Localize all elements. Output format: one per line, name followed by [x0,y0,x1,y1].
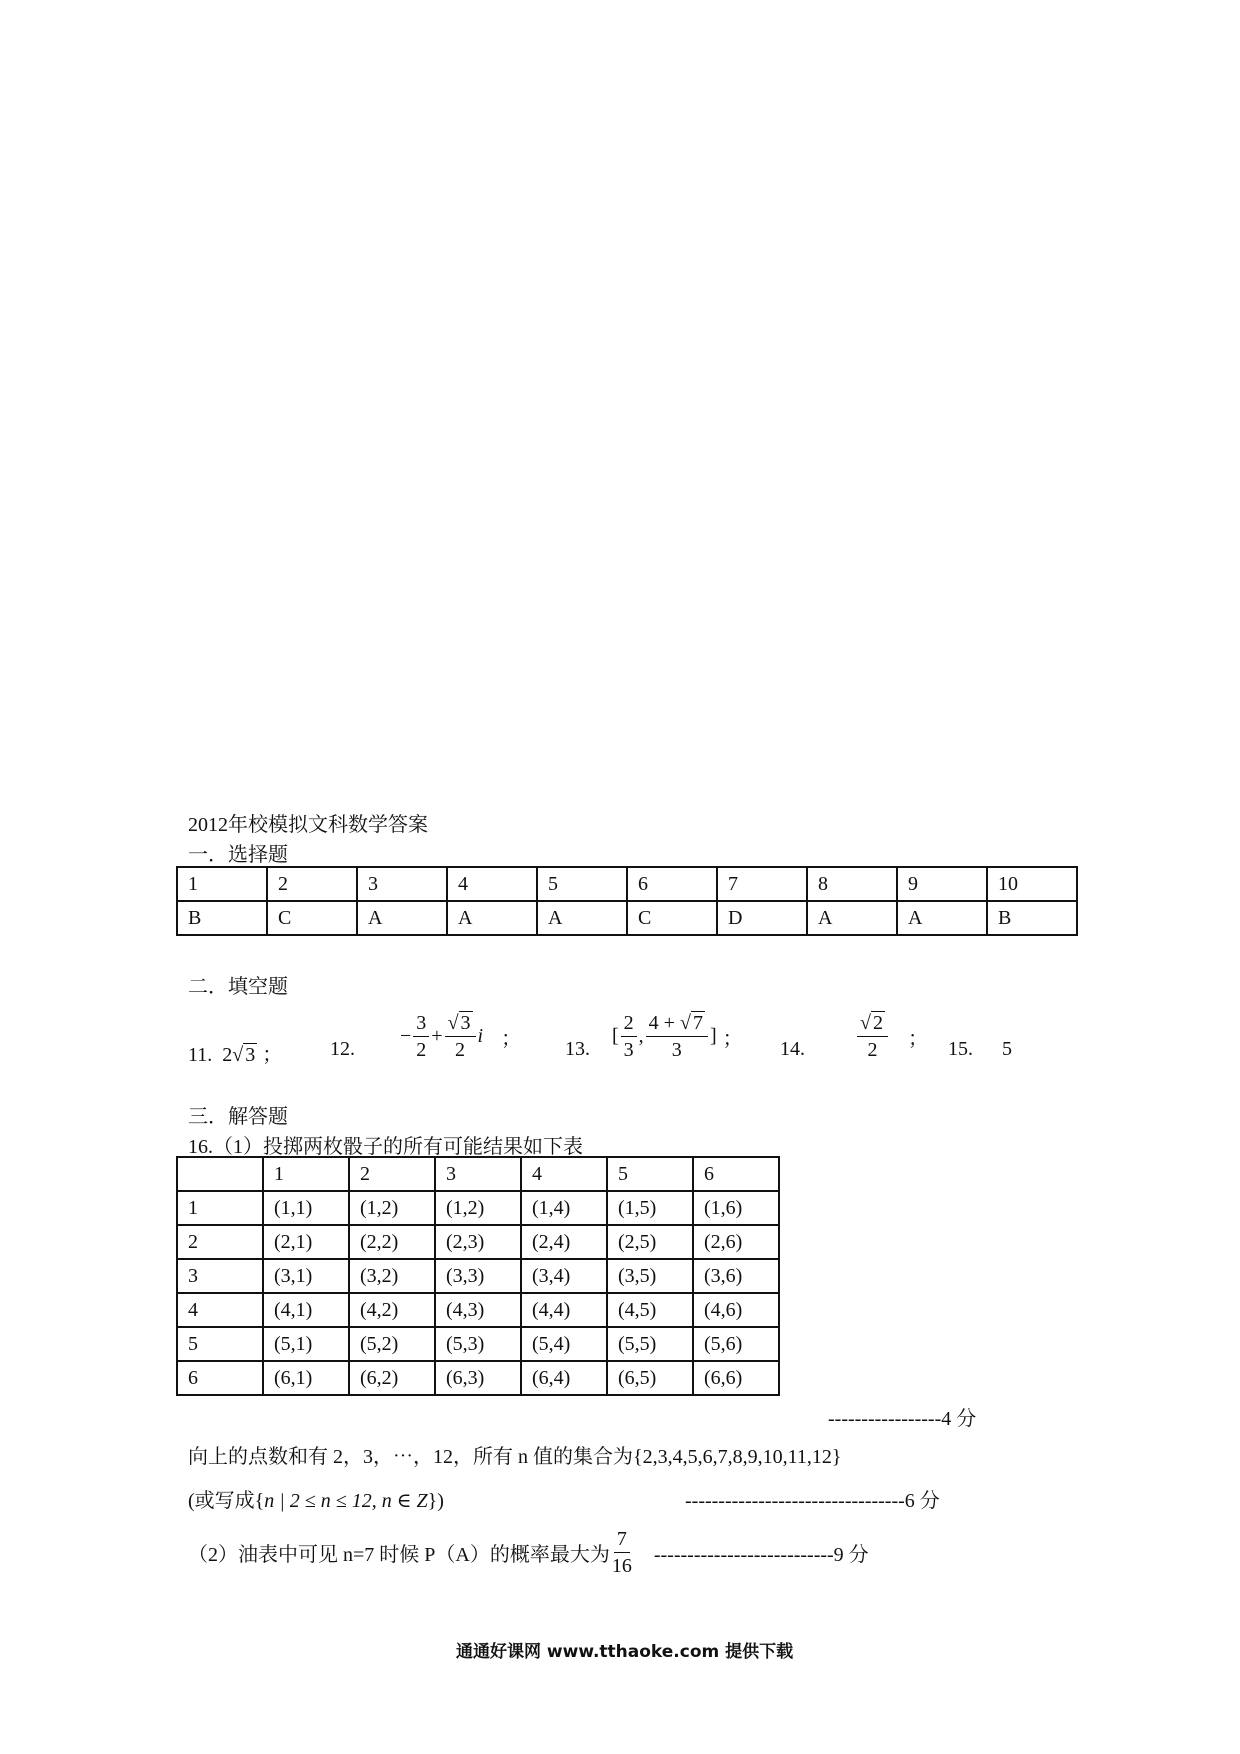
table-cell: (3,1) [263,1259,349,1293]
table-cell: C [627,901,717,935]
table-cell: A [447,901,537,935]
table-cell: (3,6) [693,1259,779,1293]
table-cell: 5 [607,1157,693,1191]
table-row [177,1225,779,1259]
table-cell: (1,4) [521,1191,607,1225]
coefficient: 2 [222,1044,233,1066]
table-cell: (4,3) [435,1293,521,1327]
table-cell: (5,2) [349,1327,435,1361]
dice-outcome-table [176,1156,780,1396]
score-marker-4: -----------------4 分 [828,1408,977,1430]
table-cell: 4 [177,1293,263,1327]
choice-answer-row [177,901,1077,935]
table-cell: A [897,901,987,935]
numerator: 4 + √ 7 [646,1012,708,1037]
table-cell: (1,6) [693,1191,779,1225]
table-cell: (5,1) [263,1327,349,1361]
denominator: 2 [867,1039,878,1061]
sum-set-line: 向上的点数和有 2，3，⋯，12，所有 n 值的集合为{2,3,4,5,6,7,8,9,10,11,12} [188,1446,842,1468]
table-row [177,1293,779,1327]
table-cell: (4,4) [521,1293,607,1327]
table-cell: (4,5) [607,1293,693,1327]
table-cell: (5,3) [435,1327,521,1361]
table-cell: (3,5) [607,1259,693,1293]
comma: , [638,1025,644,1047]
table-cell: 3 [435,1157,521,1191]
table-row [177,1327,779,1361]
radicand: 7 [692,1012,703,1034]
table-cell: (1,5) [607,1191,693,1225]
table-cell: (2,3) [435,1225,521,1259]
page-title: 2012年校模拟文科数学答案 [188,814,428,836]
table-cell: (2,1) [263,1225,349,1259]
part-2-answer [188,1528,869,1577]
section-heading-choice: 一．选择题 [188,844,288,866]
numerator: 2 [621,1012,637,1037]
fill-answer-14-num: 14. [780,1038,805,1060]
minus-sign: − [400,1025,412,1047]
table-cell: A [537,901,627,935]
table-cell: (2,2) [349,1225,435,1259]
table-cell: C [267,901,357,935]
alternate-set-notation [188,1484,444,1513]
table-cell: (1,1) [263,1191,349,1225]
separator: ； [907,1028,928,1050]
radicand: 3 [245,1044,256,1066]
table-cell: 7 [717,867,807,901]
table-cell: (2,6) [693,1225,779,1259]
score-marker-6: ---------------------------------6 分 [685,1490,940,1512]
table-cell: 1 [177,867,267,901]
table-cell: 9 [897,867,987,901]
set-builder-expression: n | 2 ≤ n ≤ 12, n ∈ Z [264,1490,428,1512]
table-cell: 5 [537,867,627,901]
table-cell: 4 [521,1157,607,1191]
denominator: 2 [416,1039,427,1061]
probability-fraction [612,1528,632,1577]
table-header-row [177,1157,779,1191]
table-row [177,1191,779,1225]
fill-answer-12-num: 12. [330,1038,355,1060]
separator: ； [501,1028,522,1050]
radicand: 3 [460,1012,471,1034]
fraction [857,1012,888,1061]
section-heading-fill: 二．填空题 [188,976,288,998]
text-suffix: }) [427,1490,444,1512]
table-cell: A [357,901,447,935]
choice-number-row [177,867,1077,901]
separator: ； [722,1028,743,1050]
numerator: √ 2 [857,1012,888,1037]
table-cell: (6,5) [607,1361,693,1395]
table-cell: (5,5) [607,1327,693,1361]
table-cell: (6,1) [263,1361,349,1395]
table-cell: (6,2) [349,1361,435,1395]
table-cell: 5 [177,1327,263,1361]
open-bracket: [ [612,1025,619,1047]
denominator: 3 [671,1039,682,1061]
table-cell: (4,1) [263,1293,349,1327]
table-cell: A [807,901,897,935]
fill-answer-13-num: 13. [565,1038,590,1060]
text-prefix: (或写成{ [188,1490,265,1512]
question-number: 11. [188,1044,213,1066]
fraction [445,1012,476,1061]
table-cell: (2,4) [521,1225,607,1259]
table-cell: (1,2) [435,1191,521,1225]
table-cell: (2,5) [607,1225,693,1259]
table-row [177,1259,779,1293]
table-cell: 6 [177,1361,263,1395]
question-16-intro: 16.（1）投掷两枚骰子的所有可能结果如下表 [188,1136,583,1158]
table-cell: 2 [177,1225,263,1259]
table-cell: (5,6) [693,1327,779,1361]
table-cell: (3,4) [521,1259,607,1293]
imaginary-unit: i [477,1025,484,1047]
separator: ； [262,1044,283,1066]
numerator: √ 3 [445,1012,476,1037]
table-cell: 3 [357,867,447,901]
choice-answer-table [176,866,1078,936]
fraction [413,1012,429,1061]
table-cell: 10 [987,867,1077,901]
table-cell: (3,3) [435,1259,521,1293]
table-cell: (6,6) [693,1361,779,1395]
table-cell: (3,2) [349,1259,435,1293]
fraction [646,1012,708,1061]
table-cell: 6 [627,867,717,901]
table-cell: (1,2) [349,1191,435,1225]
table-cell [177,1157,263,1191]
fill-answer-12 [400,1012,521,1061]
table-cell: (6,4) [521,1361,607,1395]
score-marker-9: ---------------------------9 分 [653,1544,869,1566]
table-cell: 8 [807,867,897,901]
numerator: 3 [413,1012,429,1037]
fraction [621,1012,637,1061]
table-cell: (5,4) [521,1327,607,1361]
footer-source: 通通好课网 www.tthaoke.com 提供下载 [456,1642,794,1662]
table-cell: (6,3) [435,1361,521,1395]
table-cell: 1 [263,1157,349,1191]
table-cell: 1 [177,1191,263,1225]
fill-answer-14 [855,1012,928,1061]
sqrt-expression: √ 3 [232,1044,256,1066]
fill-answer-15 [948,1038,1012,1061]
numerator: 7 [614,1528,630,1553]
fill-answer-13 [612,1012,743,1061]
table-cell: B [177,901,267,935]
denominator: 3 [623,1039,634,1061]
radicand: 2 [872,1012,883,1034]
plus-sign: + [431,1025,443,1047]
close-bracket: ] [709,1025,717,1047]
table-cell: (4,6) [693,1293,779,1327]
table-cell: 3 [177,1259,263,1293]
answer-value: 5 [1002,1038,1012,1060]
table-cell: D [717,901,807,935]
numerator-prefix: 4 + [648,1012,680,1034]
fill-answer-11 [188,1038,282,1067]
part-2-text: （2）油表中可见 n=7 时候 P（A）的概率最大为 [188,1544,610,1566]
table-cell: 2 [267,867,357,901]
denominator: 2 [455,1039,466,1061]
table-row [177,1361,779,1395]
table-cell: B [987,901,1077,935]
table-cell: 6 [693,1157,779,1191]
table-cell: 4 [447,867,537,901]
denominator: 16 [611,1555,632,1577]
table-cell: 2 [349,1157,435,1191]
table-cell: (4,2) [349,1293,435,1327]
section-heading-solution: 三．解答题 [188,1106,288,1128]
question-number: 15. [948,1038,973,1060]
